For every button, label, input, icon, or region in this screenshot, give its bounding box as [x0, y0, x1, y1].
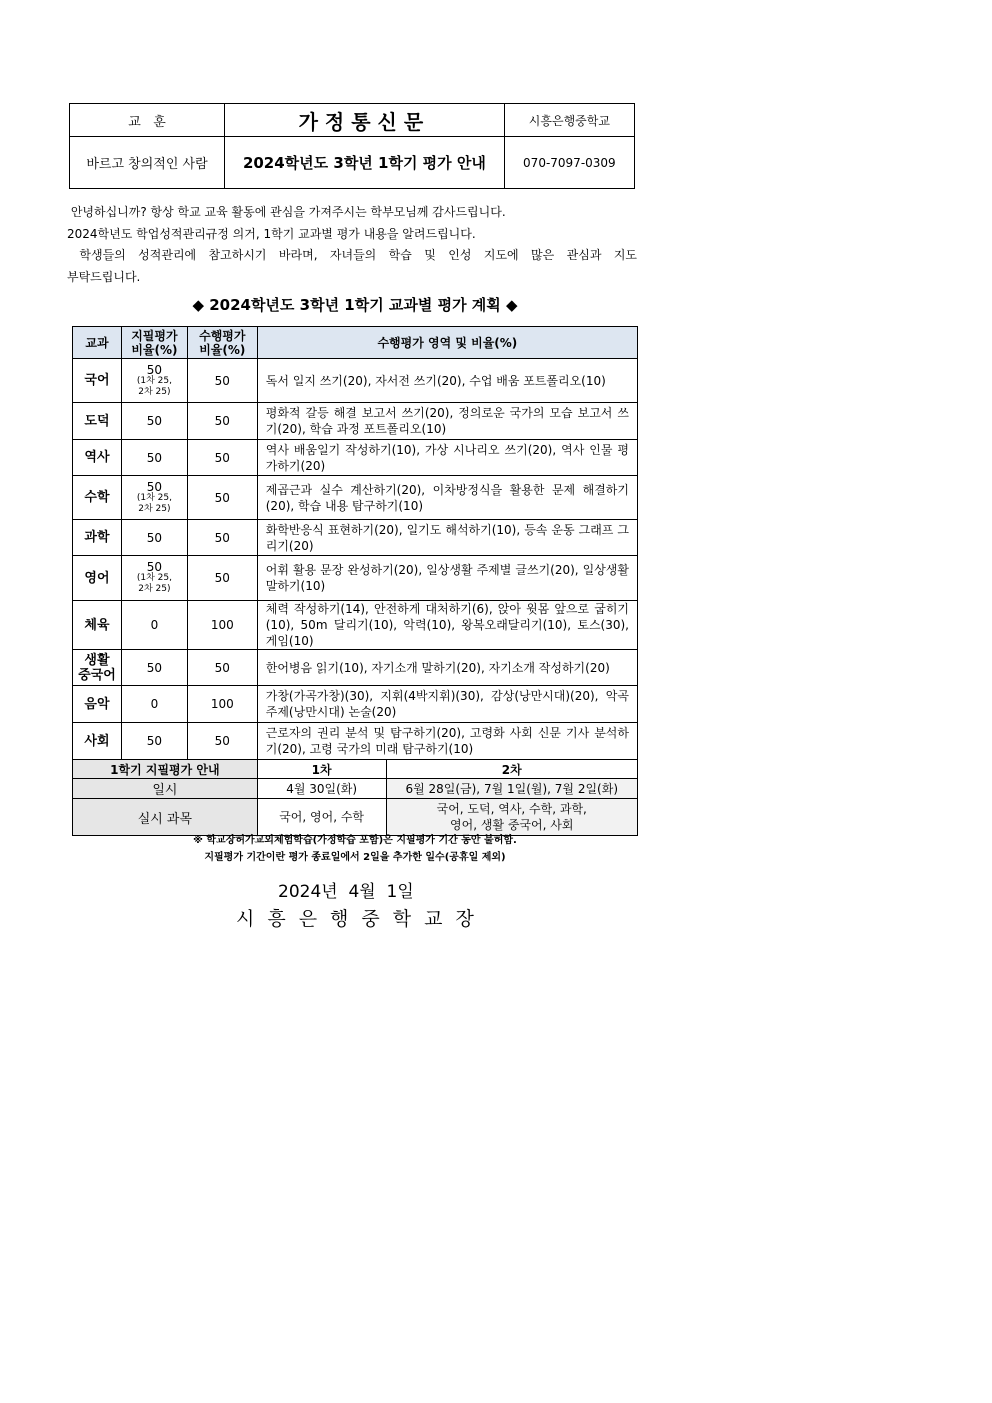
notice-line: 지필평가 기간이란 평가 종료일에서 2일을 추가한 일수(공휴일 제외) — [204, 852, 506, 863]
written-ratio: 0 — [150, 697, 159, 711]
phone-number: 070-7097-0309 — [504, 137, 634, 189]
written-ratio: 50 — [146, 560, 163, 574]
written-ratio: 50 — [146, 362, 163, 377]
written-cell — [121, 723, 187, 760]
motto-text: 바르고 창의적인 사람 — [70, 137, 225, 189]
first-subjects: 국어, 영어, 수학 — [257, 799, 386, 836]
written-cell — [121, 476, 187, 520]
performance-ratio: 50 — [187, 650, 257, 686]
document-subtitle — [225, 137, 505, 189]
subtitle-text: 2024학년도 3학년 1학기 평가 안내 — [242, 154, 486, 172]
performance-areas: 제곱근과 실수 계산하기(20), 이차방정식을 활용한 문제 해결하기(20), 학습 내용 탐구하기(10) — [257, 476, 637, 520]
table-row — [73, 650, 638, 686]
header-performance: 수행평가 비율(%) — [187, 327, 257, 359]
performance-ratio: 50 — [187, 359, 257, 403]
performance-ratio: 50 — [187, 440, 257, 476]
table-row — [73, 686, 638, 723]
evaluation-plan-table — [72, 326, 638, 836]
intro-line: 2024학년도 학업성적관리규정 의거, 1학기 교과별 평가 내용을 알려드립니다. — [67, 226, 476, 241]
schedule-subjects-row — [73, 799, 638, 836]
performance-areas: 평화적 갈등 해결 보고서 쓰기(20), 정의로운 국가의 모습 보고서 쓰기(20), 학습 과정 포트폴리오(10) — [257, 403, 637, 440]
schedule-label: 1학기 지필평가 안내 — [73, 760, 258, 779]
written-split: (1차 25, — [136, 492, 172, 503]
performance-ratio: 50 — [187, 520, 257, 556]
motto-label: 교 훈 — [70, 104, 225, 137]
subject-name: 음악 — [73, 686, 122, 723]
date-label: 일시 — [73, 779, 258, 799]
performance-ratio: 100 — [187, 601, 257, 650]
second-subjects-line: 영어, 생활 중국어, 사회 — [450, 818, 574, 832]
document-title — [225, 104, 505, 137]
header-written: 지필평가 비율(%) — [121, 327, 187, 359]
schedule-header-row — [73, 760, 638, 779]
performance-areas: 역사 배움일기 작성하기(10), 가상 시나리오 쓰기(20), 역사 인물 평가하기(20) — [257, 440, 637, 476]
written-cell — [121, 520, 187, 556]
schedule-first: 1차 — [257, 760, 386, 779]
table-header-row — [73, 327, 638, 359]
written-cell — [121, 359, 187, 403]
intro-line: 부탁드립니다. — [67, 269, 141, 284]
written-cell — [121, 440, 187, 476]
table-row — [73, 359, 638, 403]
performance-ratio: 50 — [187, 723, 257, 760]
written-cell — [121, 601, 187, 650]
written-split: 2차 25) — [138, 503, 171, 514]
header-table — [69, 103, 635, 189]
written-cell — [121, 650, 187, 686]
performance-areas: 독서 일지 쓰기(20), 자서전 쓰기(20), 수업 배움 포트폴리오(10) — [257, 359, 637, 403]
performance-areas: 어휘 활용 문장 완성하기(20), 일상생활 주제별 글쓰기(20), 일상생활 말하기(10) — [257, 556, 637, 601]
issue-date: 2024년 4월 1일 — [278, 882, 414, 902]
written-ratio: 50 — [146, 450, 163, 465]
subject-name: 과학 — [73, 520, 122, 556]
performance-areas: 화학반응식 표현하기(20), 일기도 해석하기(10), 등속 운동 그래프 그리기(20) — [257, 520, 637, 556]
written-cell — [121, 403, 187, 440]
subject-name: 생활 중국어 — [73, 650, 122, 686]
title-text: 가정통신문 — [298, 109, 431, 134]
written-split: (1차 25, — [136, 375, 172, 386]
plan-title: ◆ 2024학년도 3학년 1학기 교과별 평가 계획 ◆ — [192, 296, 518, 314]
written-cell — [121, 556, 187, 601]
second-subjects — [386, 799, 638, 836]
subjects-label: 실시 과목 — [73, 799, 258, 836]
notice — [72, 832, 638, 866]
subject-name: 영어 — [73, 556, 122, 601]
second-subjects-line: 국어, 도덕, 역사, 수학, 과학, — [436, 802, 587, 816]
table-row — [73, 440, 638, 476]
subject-name: 도덕 — [73, 403, 122, 440]
table-row — [73, 520, 638, 556]
subject-name: 역사 — [73, 440, 122, 476]
written-split: 2차 25) — [138, 584, 171, 594]
table-row — [73, 476, 638, 520]
performance-areas: 체력 작성하기(14), 안전하게 대처하기(6), 앉아 윗몸 앞으로 굽히기(10), 50m 달리기(10), 악력(10), 왕복오래달리기(10), 토스(30), 게임(10) — [257, 601, 637, 650]
performance-areas: 가창(가곡가창)(30), 지휘(4박지휘)(30), 감상(낭만시대)(20), 악곡주제(낭만시대) 논술(20) — [257, 686, 637, 723]
written-ratio: 0 — [150, 618, 159, 632]
written-ratio: 50 — [146, 660, 163, 675]
written-cell — [121, 686, 187, 723]
schedule-date-row — [73, 779, 638, 799]
written-split: (1차 25, — [136, 573, 172, 583]
performance-ratio: 50 — [187, 556, 257, 601]
header-areas: 수행평가 영역 및 비율(%) — [257, 327, 637, 359]
written-ratio: 50 — [146, 530, 163, 545]
intro-line: 학생들의 성적관리에 참고하시기 바라며, 자녀들의 학습 및 인성 지도에 많은 관심과 지도 — [67, 248, 637, 262]
second-date: 6월 28일(금), 7월 1일(월), 7월 2일(화) — [386, 779, 638, 799]
principal-signature: 시흥은행중학교장 — [236, 908, 487, 930]
table-row — [73, 403, 638, 440]
table-row — [73, 601, 638, 650]
intro-line: 안녕하십니까? 항상 학교 교육 활동에 관심을 가져주시는 학부모님께 감사드립니다. — [67, 205, 506, 219]
table-row — [73, 556, 638, 601]
first-date: 4월 30일(화) — [257, 779, 386, 799]
subject-name: 국어 — [73, 359, 122, 403]
school-name: 시흥은행중학교 — [504, 104, 634, 137]
performance-areas: 한어병음 읽기(10), 자기소개 말하기(20), 자기소개 작성하기(20) — [257, 650, 637, 686]
performance-ratio: 100 — [187, 686, 257, 723]
intro-paragraph — [67, 202, 637, 288]
written-ratio: 50 — [146, 479, 163, 494]
performance-areas: 근로자의 권리 분석 및 탐구하기(20), 고령화 사회 신문 기사 분석하기(20), 고령 국가의 미래 탐구하기(10) — [257, 723, 637, 760]
subject-name: 체육 — [73, 601, 122, 650]
subject-name: 수학 — [73, 476, 122, 520]
written-ratio: 50 — [146, 414, 163, 428]
notice-line: ※ 학교장허가교외체험학습(가정학습 포함)은 지필평가 기간 동안 불허함. — [193, 835, 517, 846]
written-ratio: 50 — [146, 734, 163, 748]
schedule-second: 2차 — [386, 760, 638, 779]
subject-name: 사회 — [73, 723, 122, 760]
performance-ratio: 50 — [187, 476, 257, 520]
table-row — [73, 723, 638, 760]
header-subject: 교과 — [73, 327, 122, 359]
performance-ratio: 50 — [187, 403, 257, 440]
written-split: 2차 25) — [138, 386, 171, 397]
